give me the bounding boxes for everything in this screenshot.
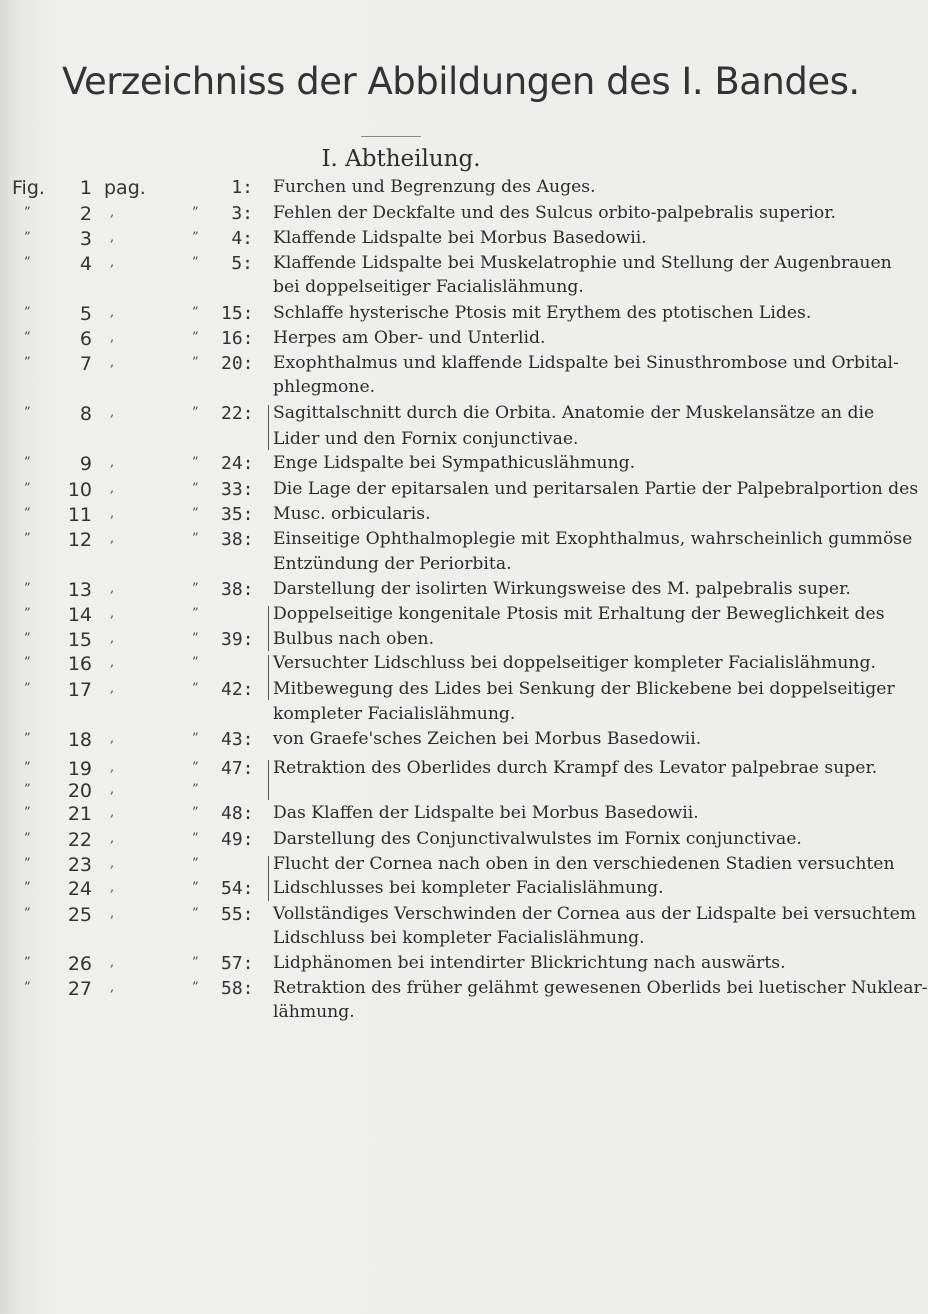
ditto-mark: ” xyxy=(192,760,199,775)
ditto-mark: ” xyxy=(192,455,199,470)
figure-number: 21 xyxy=(67,803,92,825)
figure-description: Sagittalschnitt durch die Orbita. Anatomie der Muskelansätze an die xyxy=(273,403,875,423)
figure-entry xyxy=(0,678,895,702)
ditto-mark: ” xyxy=(24,955,31,970)
figure-entry xyxy=(0,1001,800,1025)
ditto-mark: ” xyxy=(192,481,199,496)
figure-entry xyxy=(0,252,892,276)
ditto-mark: , xyxy=(110,655,115,670)
figure-number: 9 xyxy=(79,453,92,475)
page-number: 35: xyxy=(221,504,254,525)
page-number: 5: xyxy=(231,253,253,274)
figure-entry xyxy=(0,977,928,1001)
ditto-mark: ” xyxy=(192,506,199,521)
figure-description: lähmung. xyxy=(273,1002,355,1022)
ditto-mark: , xyxy=(110,980,115,995)
figure-number: 7 xyxy=(79,353,92,375)
figure-description: Lidschlusses bei kompleter Facialislähmung. xyxy=(273,878,664,898)
figure-entry xyxy=(0,877,800,901)
figure-description: Retraktion des früher gelähmt gewesenen Oberlids bei luetischer Nuklear- xyxy=(273,978,928,998)
figure-description: Furchen und Begrenzung des Auges. xyxy=(273,177,596,197)
ditto-mark: ” xyxy=(24,230,31,245)
ditto-mark: ” xyxy=(192,980,199,995)
figure-entry xyxy=(0,376,800,400)
ditto-mark: , xyxy=(110,782,115,797)
figure-number: 10 xyxy=(67,479,92,501)
figure-entry xyxy=(0,903,917,927)
ditto-mark: ” xyxy=(192,655,199,670)
ditto-mark: , xyxy=(110,606,115,621)
ditto-mark: , xyxy=(110,955,115,970)
figure-number: 24 xyxy=(67,878,92,900)
page-number: 20: xyxy=(221,353,254,374)
ditto-mark: ” xyxy=(24,681,31,696)
ditto-mark: , xyxy=(110,631,115,646)
page-number: 16: xyxy=(221,328,254,349)
page-number: 38: xyxy=(221,579,254,600)
ditto-mark: ” xyxy=(192,805,199,820)
page-number: 1: xyxy=(231,177,253,198)
figure-number: 27 xyxy=(67,978,92,1000)
figure-number: 11 xyxy=(67,504,92,526)
fig-label: Fig. xyxy=(12,177,45,199)
figure-number: 25 xyxy=(67,904,92,926)
ditto-mark: , xyxy=(110,531,115,546)
ditto-mark: ” xyxy=(192,581,199,596)
ditto-mark: , xyxy=(110,230,115,245)
ditto-mark: ” xyxy=(24,805,31,820)
ditto-mark: ” xyxy=(192,531,199,546)
figure-description: Musc. orbicularis. xyxy=(273,504,431,524)
figure-description: Schlaffe hysterische Ptosis mit Erythem des ptotischen Lides. xyxy=(273,303,812,323)
figure-entry xyxy=(0,202,837,226)
ditto-mark: ” xyxy=(192,305,199,320)
ditto-mark: ” xyxy=(192,856,199,871)
figure-number: 16 xyxy=(67,653,92,675)
figure-number: 18 xyxy=(67,729,92,751)
figure-description: Lidphänomen bei intendirter Blickrichtung nach auswärts. xyxy=(273,953,786,973)
figure-entry xyxy=(0,952,800,976)
ditto-mark: ” xyxy=(24,455,31,470)
ditto-mark: , xyxy=(110,330,115,345)
ditto-mark: ” xyxy=(24,255,31,270)
figure-number: 13 xyxy=(67,579,92,601)
ditto-mark: ” xyxy=(192,205,199,220)
figure-entry xyxy=(0,927,800,951)
ditto-mark: ” xyxy=(192,255,199,270)
ditto-mark: , xyxy=(110,681,115,696)
figure-description: Klaffende Lidspalte bei Morbus Basedowii. xyxy=(273,228,647,248)
page-number: 55: xyxy=(221,904,254,925)
figure-entry xyxy=(0,603,885,627)
ditto-mark: , xyxy=(110,305,115,320)
page-number: 58: xyxy=(221,978,254,999)
figure-entry xyxy=(0,402,875,426)
ditto-mark: ” xyxy=(24,506,31,521)
ditto-mark: , xyxy=(110,405,115,420)
ditto-mark: , xyxy=(110,805,115,820)
ditto-mark: ” xyxy=(24,880,31,895)
ditto-mark: , xyxy=(110,455,115,470)
figure-description: Das Klaffen der Lidspalte bei Morbus Basedowii. xyxy=(273,803,699,823)
figure-description: phlegmone. xyxy=(273,377,376,397)
ditto-mark: ” xyxy=(24,831,31,846)
page-number: 57: xyxy=(221,953,254,974)
page-number: 15: xyxy=(221,303,254,324)
ditto-mark: ” xyxy=(24,980,31,995)
figure-number: 6 xyxy=(79,328,92,350)
ditto-mark: ” xyxy=(192,906,199,921)
page-number: 39: xyxy=(221,629,254,650)
figure-number: 23 xyxy=(67,854,92,876)
figure-number: 17 xyxy=(67,679,92,701)
ditto-mark: ” xyxy=(192,831,199,846)
ditto-mark: , xyxy=(110,205,115,220)
ditto-mark: ” xyxy=(192,330,199,345)
figure-entry xyxy=(0,853,895,877)
figure-entry xyxy=(0,176,800,200)
figure-entry xyxy=(0,302,812,326)
figure-number: 3 xyxy=(79,228,92,250)
ditto-mark: ” xyxy=(24,581,31,596)
figure-description: Doppelseitige kongenitale Ptosis mit Erhaltung der Beweglichkeit des xyxy=(273,604,885,624)
ditto-mark: , xyxy=(110,581,115,596)
figure-entry xyxy=(0,703,800,727)
ditto-mark: ” xyxy=(24,305,31,320)
ditto-mark: ” xyxy=(192,782,199,797)
figure-description: Fehlen der Deckfalte und des Sulcus orbito-palpebralis superior. xyxy=(273,203,837,223)
page-number: 48: xyxy=(221,803,254,824)
ditto-mark: ” xyxy=(24,606,31,621)
ditto-mark: , xyxy=(110,355,115,370)
page-number: 3: xyxy=(231,203,253,224)
ditto-mark: ” xyxy=(192,230,199,245)
pag-label: pag. xyxy=(104,177,146,199)
figure-number: 20 xyxy=(67,780,92,802)
figure-entry xyxy=(0,628,800,652)
ditto-mark: ” xyxy=(192,955,199,970)
figure-entry xyxy=(0,428,800,452)
ditto-mark: ” xyxy=(192,681,199,696)
figure-description: Darstellung des Conjunctivalwulstes im Fornix conjunctivae. xyxy=(273,829,802,849)
ditto-mark: , xyxy=(110,760,115,775)
grouping-brace xyxy=(268,856,271,901)
figure-entry xyxy=(0,452,800,476)
section-heading: I. Abtheilung. xyxy=(321,146,481,172)
figure-description: Herpes am Ober- und Unterlid. xyxy=(273,328,546,348)
figure-description: von Graefe'sches Zeichen bei Morbus Basedowii. xyxy=(273,729,702,749)
figure-description: Darstellung der isolirten Wirkungsweise des M. palpebralis super. xyxy=(273,579,851,599)
figure-description: Vollständiges Verschwinden der Cornea aus der Lidspalte bei versuchtem xyxy=(273,904,917,924)
ditto-mark: ” xyxy=(24,760,31,775)
figure-description: bei doppelseitiger Facialislähmung. xyxy=(273,277,584,297)
figure-number: 15 xyxy=(67,629,92,651)
ditto-mark: ” xyxy=(24,405,31,420)
ditto-mark: ” xyxy=(24,731,31,746)
figure-entry xyxy=(0,802,800,826)
figure-entry xyxy=(0,828,800,852)
figure-number: 26 xyxy=(67,953,92,975)
figure-description: Lider und den Fornix conjunctivae. xyxy=(273,429,579,449)
figure-entry xyxy=(0,503,800,527)
figure-description: Exophthalmus und klaffende Lidspalte bei Sinusthrombose und Orbital- xyxy=(273,353,899,373)
figure-description: Einseitige Ophthalmoplegie mit Exophthalmus, wahrscheinlich gummöse xyxy=(273,529,913,549)
ditto-mark: , xyxy=(110,731,115,746)
figure-entry xyxy=(0,352,899,376)
ditto-mark: ” xyxy=(192,731,199,746)
ditto-mark: ” xyxy=(192,631,199,646)
figure-description: Retraktion des Oberlides durch Krampf des Levator palpebrae super. xyxy=(273,758,878,778)
page-number: 33: xyxy=(221,479,254,500)
ditto-mark: , xyxy=(110,906,115,921)
ditto-mark: , xyxy=(110,856,115,871)
grouping-brace xyxy=(268,760,271,800)
page-title: Verzeichniss der Abbildungen des I. Bandes. xyxy=(62,60,860,103)
ditto-mark: ” xyxy=(192,606,199,621)
page-number: 24: xyxy=(221,453,254,474)
grouping-brace xyxy=(268,606,271,651)
ditto-mark: ” xyxy=(24,355,31,370)
figure-entry xyxy=(0,327,800,351)
figure-description: Enge Lidspalte bei Sympathicuslähmung. xyxy=(273,453,636,473)
figure-description: Lidschluss bei kompleter Facialislähmung. xyxy=(273,928,645,948)
ditto-mark: ” xyxy=(192,880,199,895)
page-number: 42: xyxy=(221,679,254,700)
page-number: 43: xyxy=(221,729,254,750)
figure-number: 8 xyxy=(79,403,92,425)
ditto-mark: ” xyxy=(192,405,199,420)
ditto-mark: ” xyxy=(24,856,31,871)
page-number: 47: xyxy=(221,758,254,779)
ditto-mark: ” xyxy=(24,631,31,646)
figure-entry xyxy=(0,227,800,251)
figure-description: Die Lage der epitarsalen und peritarsalen Partie der Palpebralportion des xyxy=(273,479,919,499)
figure-description: kompleter Facialislähmung. xyxy=(273,704,516,724)
ditto-mark: , xyxy=(110,880,115,895)
figure-entry xyxy=(0,553,800,577)
ditto-mark: , xyxy=(110,831,115,846)
figure-number: 5 xyxy=(79,303,92,325)
grouping-brace xyxy=(268,405,271,450)
figure-description: Entzündung der Periorbita. xyxy=(273,554,512,574)
ditto-mark: , xyxy=(110,255,115,270)
figure-entry xyxy=(0,652,876,676)
figure-number: 22 xyxy=(67,829,92,851)
figure-description: Klaffende Lidspalte bei Muskelatrophie und Stellung der Augenbrauen xyxy=(273,253,892,273)
ditto-mark: ” xyxy=(24,205,31,220)
ditto-mark: ” xyxy=(24,782,31,797)
figure-entry xyxy=(0,478,919,502)
grouping-brace xyxy=(268,655,271,700)
ditto-mark: ” xyxy=(24,481,31,496)
figure-entry xyxy=(0,757,878,781)
page-number: 49: xyxy=(221,829,254,850)
figure-number: 19 xyxy=(67,758,92,780)
ditto-mark: ” xyxy=(24,330,31,345)
figure-entry xyxy=(0,779,800,803)
figure-number: 12 xyxy=(67,529,92,551)
page-number: 54: xyxy=(221,878,254,899)
page-number: 38: xyxy=(221,529,254,550)
ditto-mark: , xyxy=(110,481,115,496)
page-number: 22: xyxy=(221,403,254,424)
ditto-mark: ” xyxy=(192,355,199,370)
figure-number: 14 xyxy=(67,604,92,626)
page-number: 4: xyxy=(231,228,253,249)
figure-description: Versuchter Lidschluss bei doppelseitiger kompleter Facialislähmung. xyxy=(273,653,876,673)
figure-entry xyxy=(0,528,913,552)
figure-description: Flucht der Cornea nach oben in den verschiedenen Stadien versuchten xyxy=(273,854,895,874)
figure-description: Bulbus nach oben. xyxy=(273,629,435,649)
ditto-mark: ” xyxy=(24,906,31,921)
figure-entry xyxy=(0,276,800,300)
ditto-mark: , xyxy=(110,506,115,521)
figure-number: 2 xyxy=(79,203,92,225)
figure-number: 1 xyxy=(79,177,92,199)
ditto-mark: ” xyxy=(24,655,31,670)
figure-entry xyxy=(0,728,800,752)
figure-number: 4 xyxy=(79,253,92,275)
figure-description: Mitbewegung des Lides bei Senkung der Blickebene bei doppelseitiger xyxy=(273,679,895,699)
figure-entry xyxy=(0,578,851,602)
ditto-mark: ” xyxy=(24,531,31,546)
